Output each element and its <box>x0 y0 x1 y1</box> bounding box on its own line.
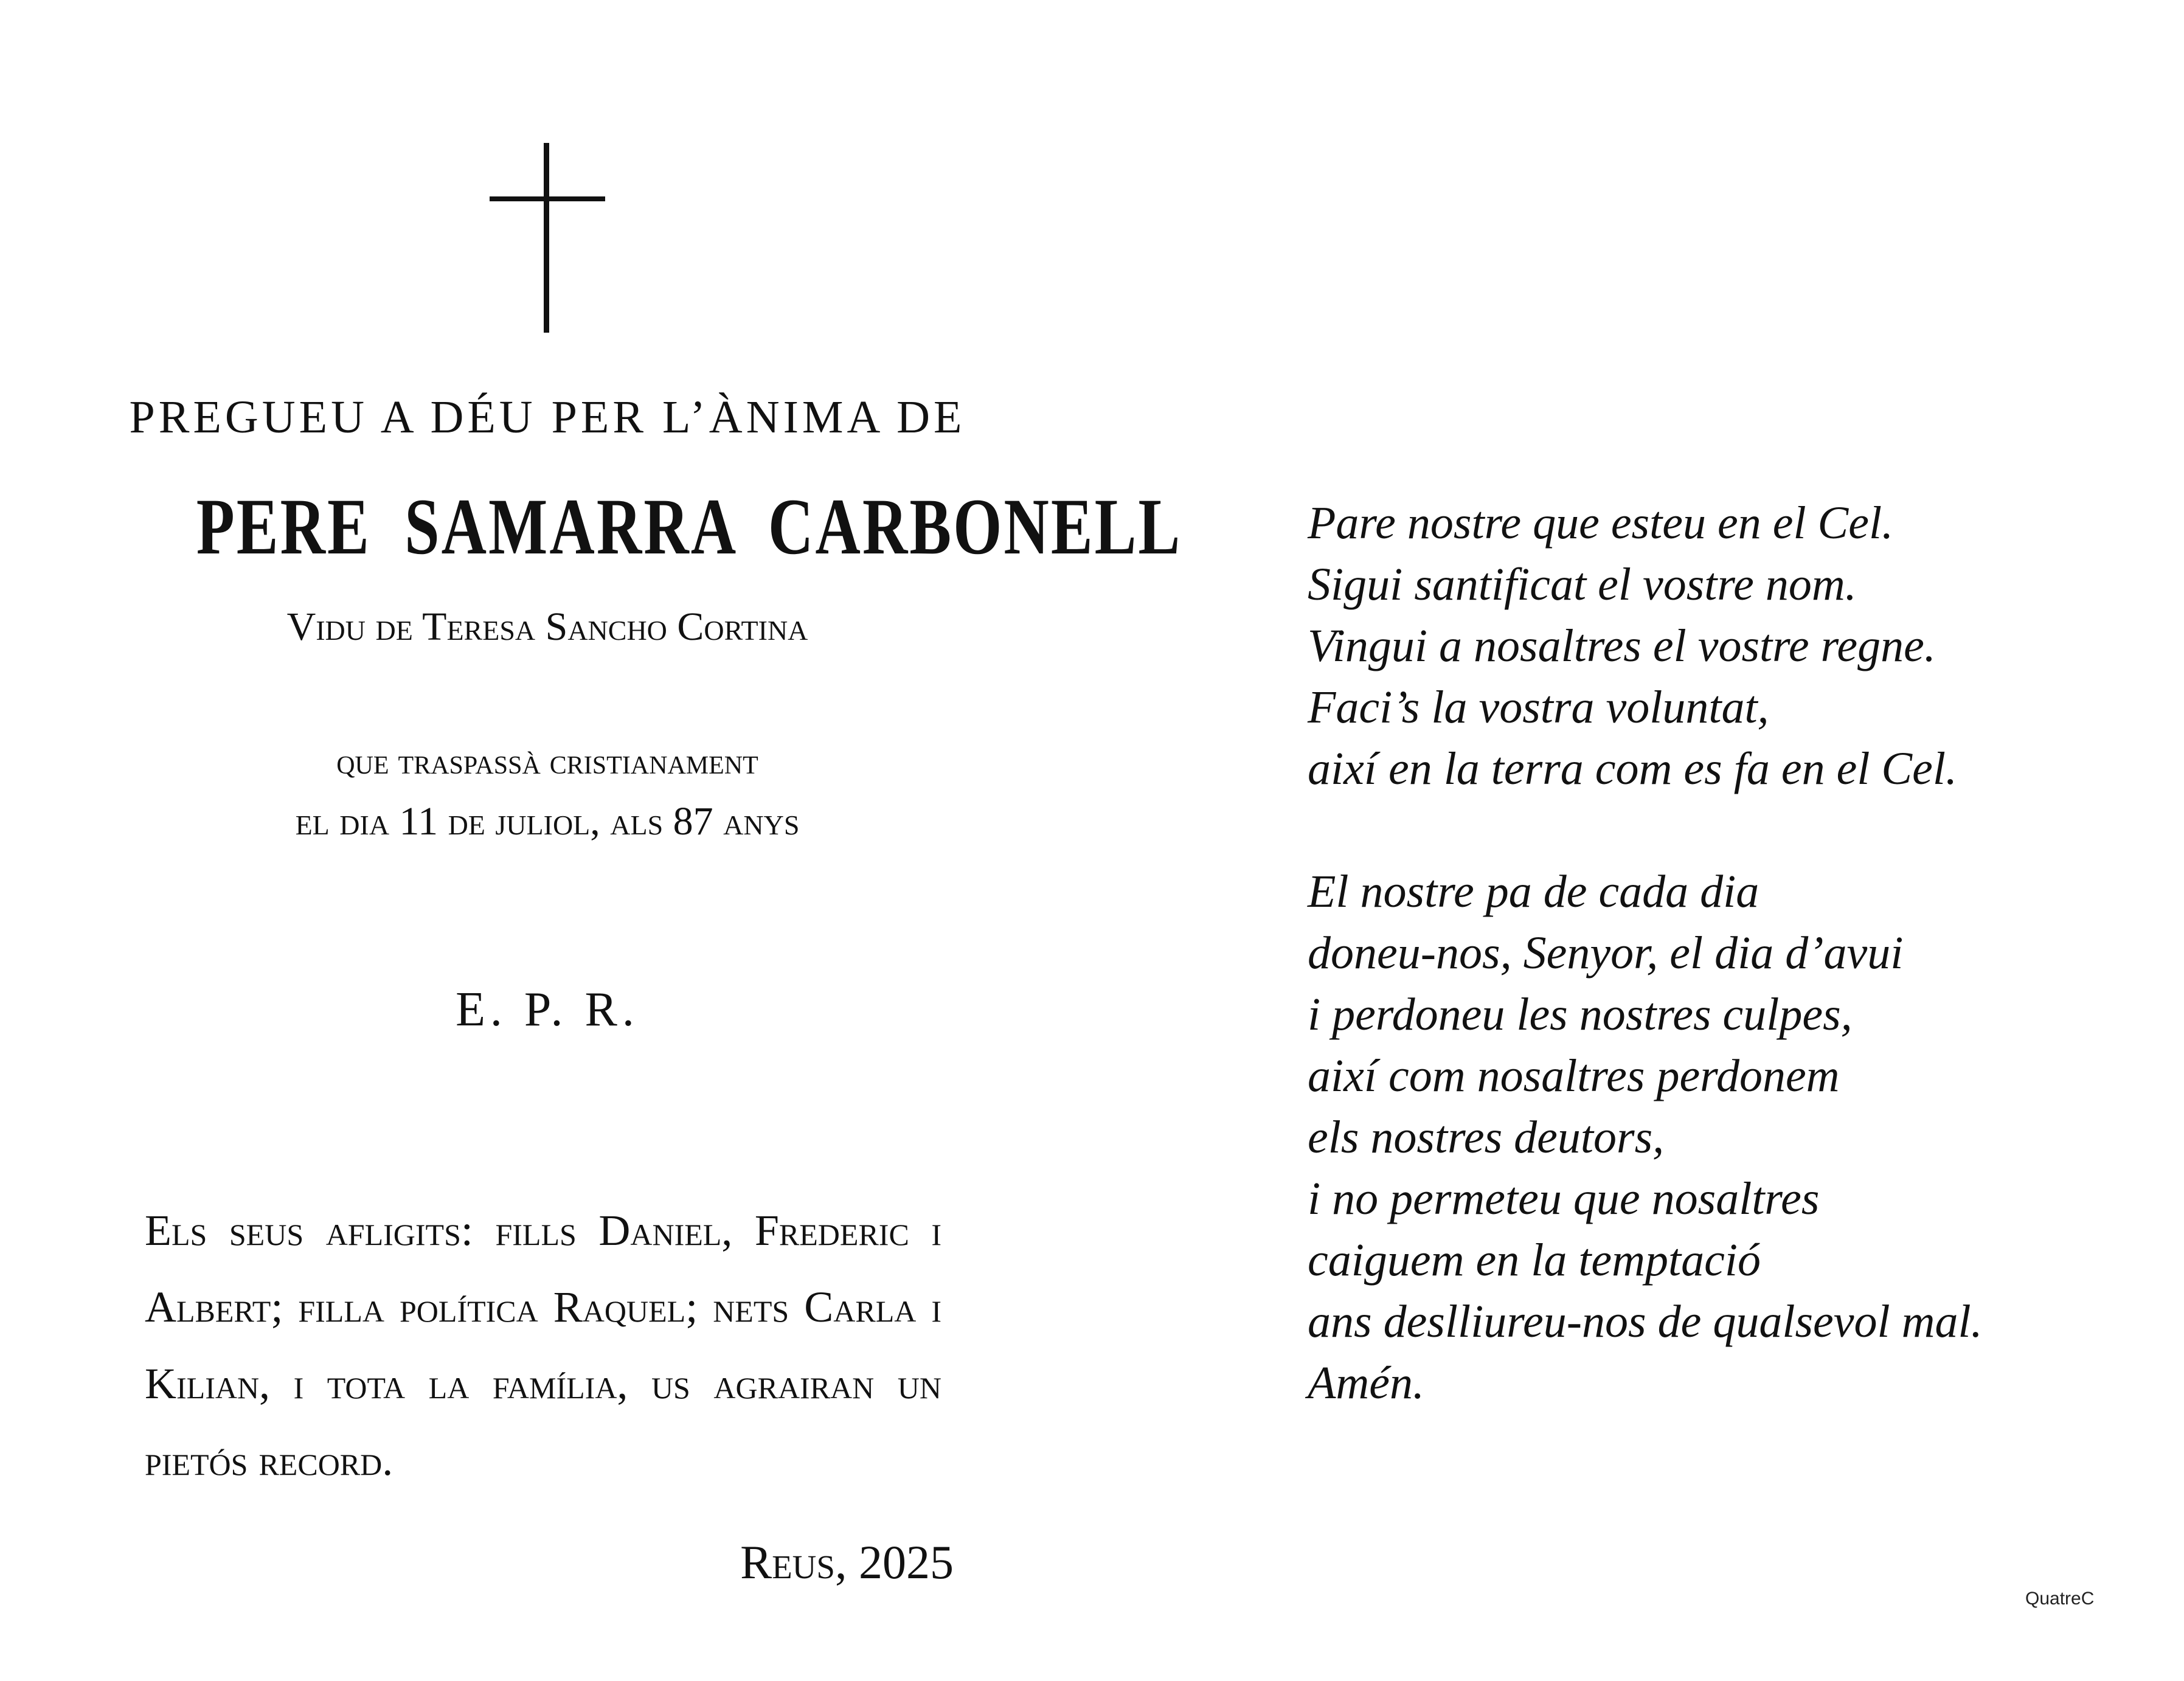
cross-vertical-bar <box>544 143 549 333</box>
place-and-year: Reus, 2025 <box>740 1536 954 1589</box>
prayer-line: doneu-nos, Senyor, el dia d’avui <box>1308 927 1904 979</box>
latin-cross-icon <box>487 143 608 333</box>
prayer-line: Faci’s la vostra voluntat, <box>1308 682 1769 733</box>
widower-line: Vidu de Teresa Sancho Cortina <box>286 605 808 649</box>
mourners-paragraph: Els seus afligits: fills Daniel, Frederic i Albert; filla política Raquel; nets Carla i Kilian, i tota la família, us agrairan un pietós record. <box>145 1206 941 1485</box>
death-date-line: el dia 11 de juliol, als 87 anys <box>295 799 800 844</box>
prayer-line: els nostres deutors, <box>1308 1112 1665 1163</box>
prayer-line: i perdoneu les nostres culpes, <box>1308 989 1853 1040</box>
prayer-line: Amén. <box>1308 1357 1425 1409</box>
cross-horizontal-bar <box>490 196 605 201</box>
deceased-name: PERE SAMARRA CARBONELL <box>196 482 1182 571</box>
prayer-line: Vingui a nosaltres el vostre regne. <box>1308 620 1936 671</box>
prayer-line: caiguem en la temptació <box>1308 1235 1761 1286</box>
prayer-stanza-2 <box>1308 861 2098 1414</box>
prayer-line: així com nosaltres perdonem <box>1308 1050 1840 1101</box>
lords-prayer <box>1308 493 2098 1414</box>
rest-in-peace: E. P. R. <box>456 983 639 1036</box>
prayer-line: Pare nostre que esteu en el Cel. <box>1308 497 1894 549</box>
prayer-stanza-1 <box>1308 493 2098 800</box>
prayer-line: ans deslliureu-nos de qualsevol mal. <box>1308 1296 1983 1347</box>
pray-line: PREGUEU A DÉU PER L’ÀNIMA DE <box>129 392 966 443</box>
printer-brand: QuatreC <box>2025 1589 2095 1609</box>
prayer-line: així en la terra com es fa en el Cel. <box>1308 743 1957 794</box>
prayer-line: Sigui santificat el vostre nom. <box>1308 559 1857 610</box>
prayer-line: El nostre pa de cada dia <box>1308 866 1759 917</box>
passed-away-line: que traspassà cristianament <box>336 741 758 782</box>
prayer-line: i no permeteu que nosaltres <box>1308 1173 1820 1224</box>
